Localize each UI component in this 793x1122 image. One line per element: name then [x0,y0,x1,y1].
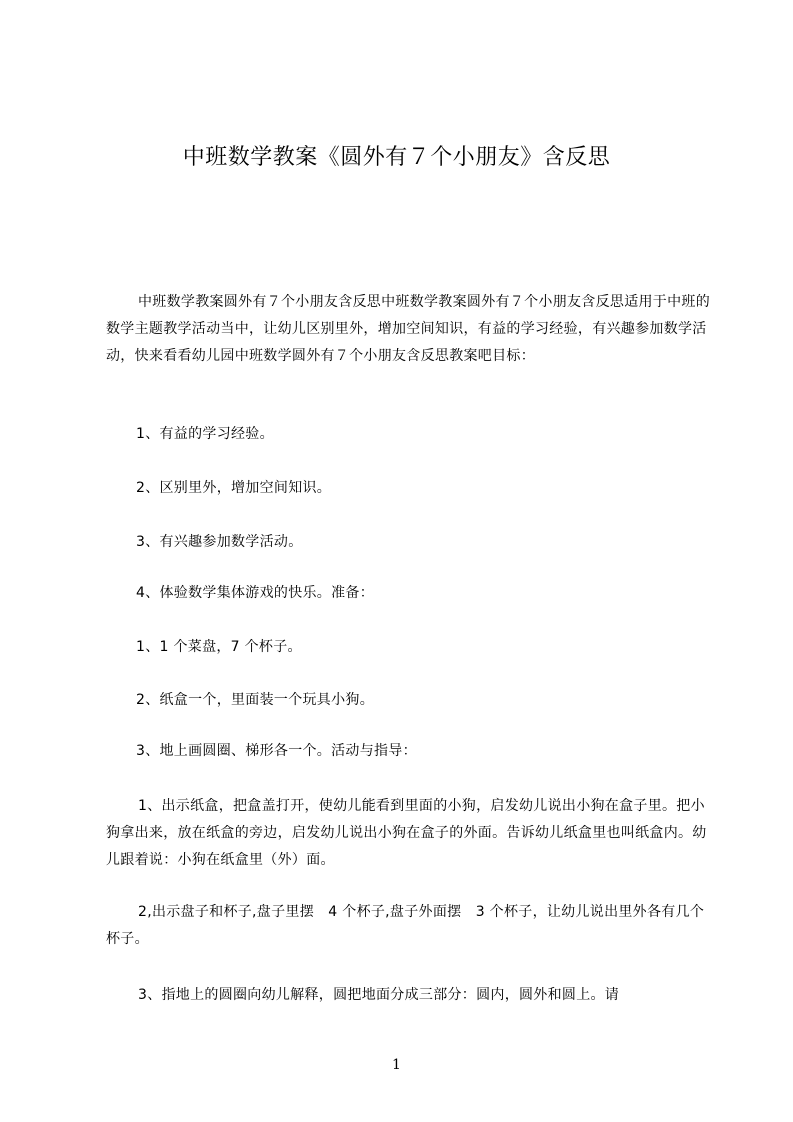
intro-paragraph: 中班数学教案圆外有７个小朋友含反思中班数学教案圆外有７个小朋友含反思适用于中班的数学主题教学活动当中，让幼儿区别里外，增加空间知识，有益的学习经验，有兴趣参加数学活动，快来看看幼儿园中班数学圆外有７个小朋友含反思教案吧目标： [106,294,710,364]
activity-paragraph-2: 2,出示盘子和杯子,盘子里摆 4 个杯子,盘子外面摆 3 个杯子，让幼儿说出里外各有几个杯子。 [106,904,705,947]
activity-paragraph-1: 1、出示纸盒，把盒盖打开，使幼儿能看到里面的小狗，启发幼儿说出小狗在盒子里。把小狗拿出来，放在纸盒的旁边，启发幼儿说出小狗在盒子的外面。告诉幼儿纸盒里也叫纸盒内。幼儿跟着说：小狗在纸盒里（外）面。 [106,798,707,868]
goal-item-1: 1、有益的学习经验。 [136,426,274,442]
document-title: 中班数学教案《圆外有７个小朋友》含反思 [182,145,611,170]
page-number: 1 [392,1057,401,1073]
goal-item-2: 2、区别里外，增加空间知识。 [136,480,332,496]
activity-paragraph-3: 3、指地上的圆圈向幼儿解释，圆把地面分成三部分：圆内，圆外和圆上。请 [138,987,620,1003]
preparation-item-3: 3、地上画圆圈、梯形各一个。活动与指导： [136,743,417,759]
preparation-item-1: 1、1 个菜盘，7 个杯子。 [136,639,302,655]
goal-item-4: 4、体验数学集体游戏的快乐。准备： [136,585,375,601]
preparation-item-2: 2、纸盒一个，里面装一个玩具小狗。 [136,692,375,708]
goal-item-3: 3、有兴趣参加数学活动。 [136,534,303,550]
